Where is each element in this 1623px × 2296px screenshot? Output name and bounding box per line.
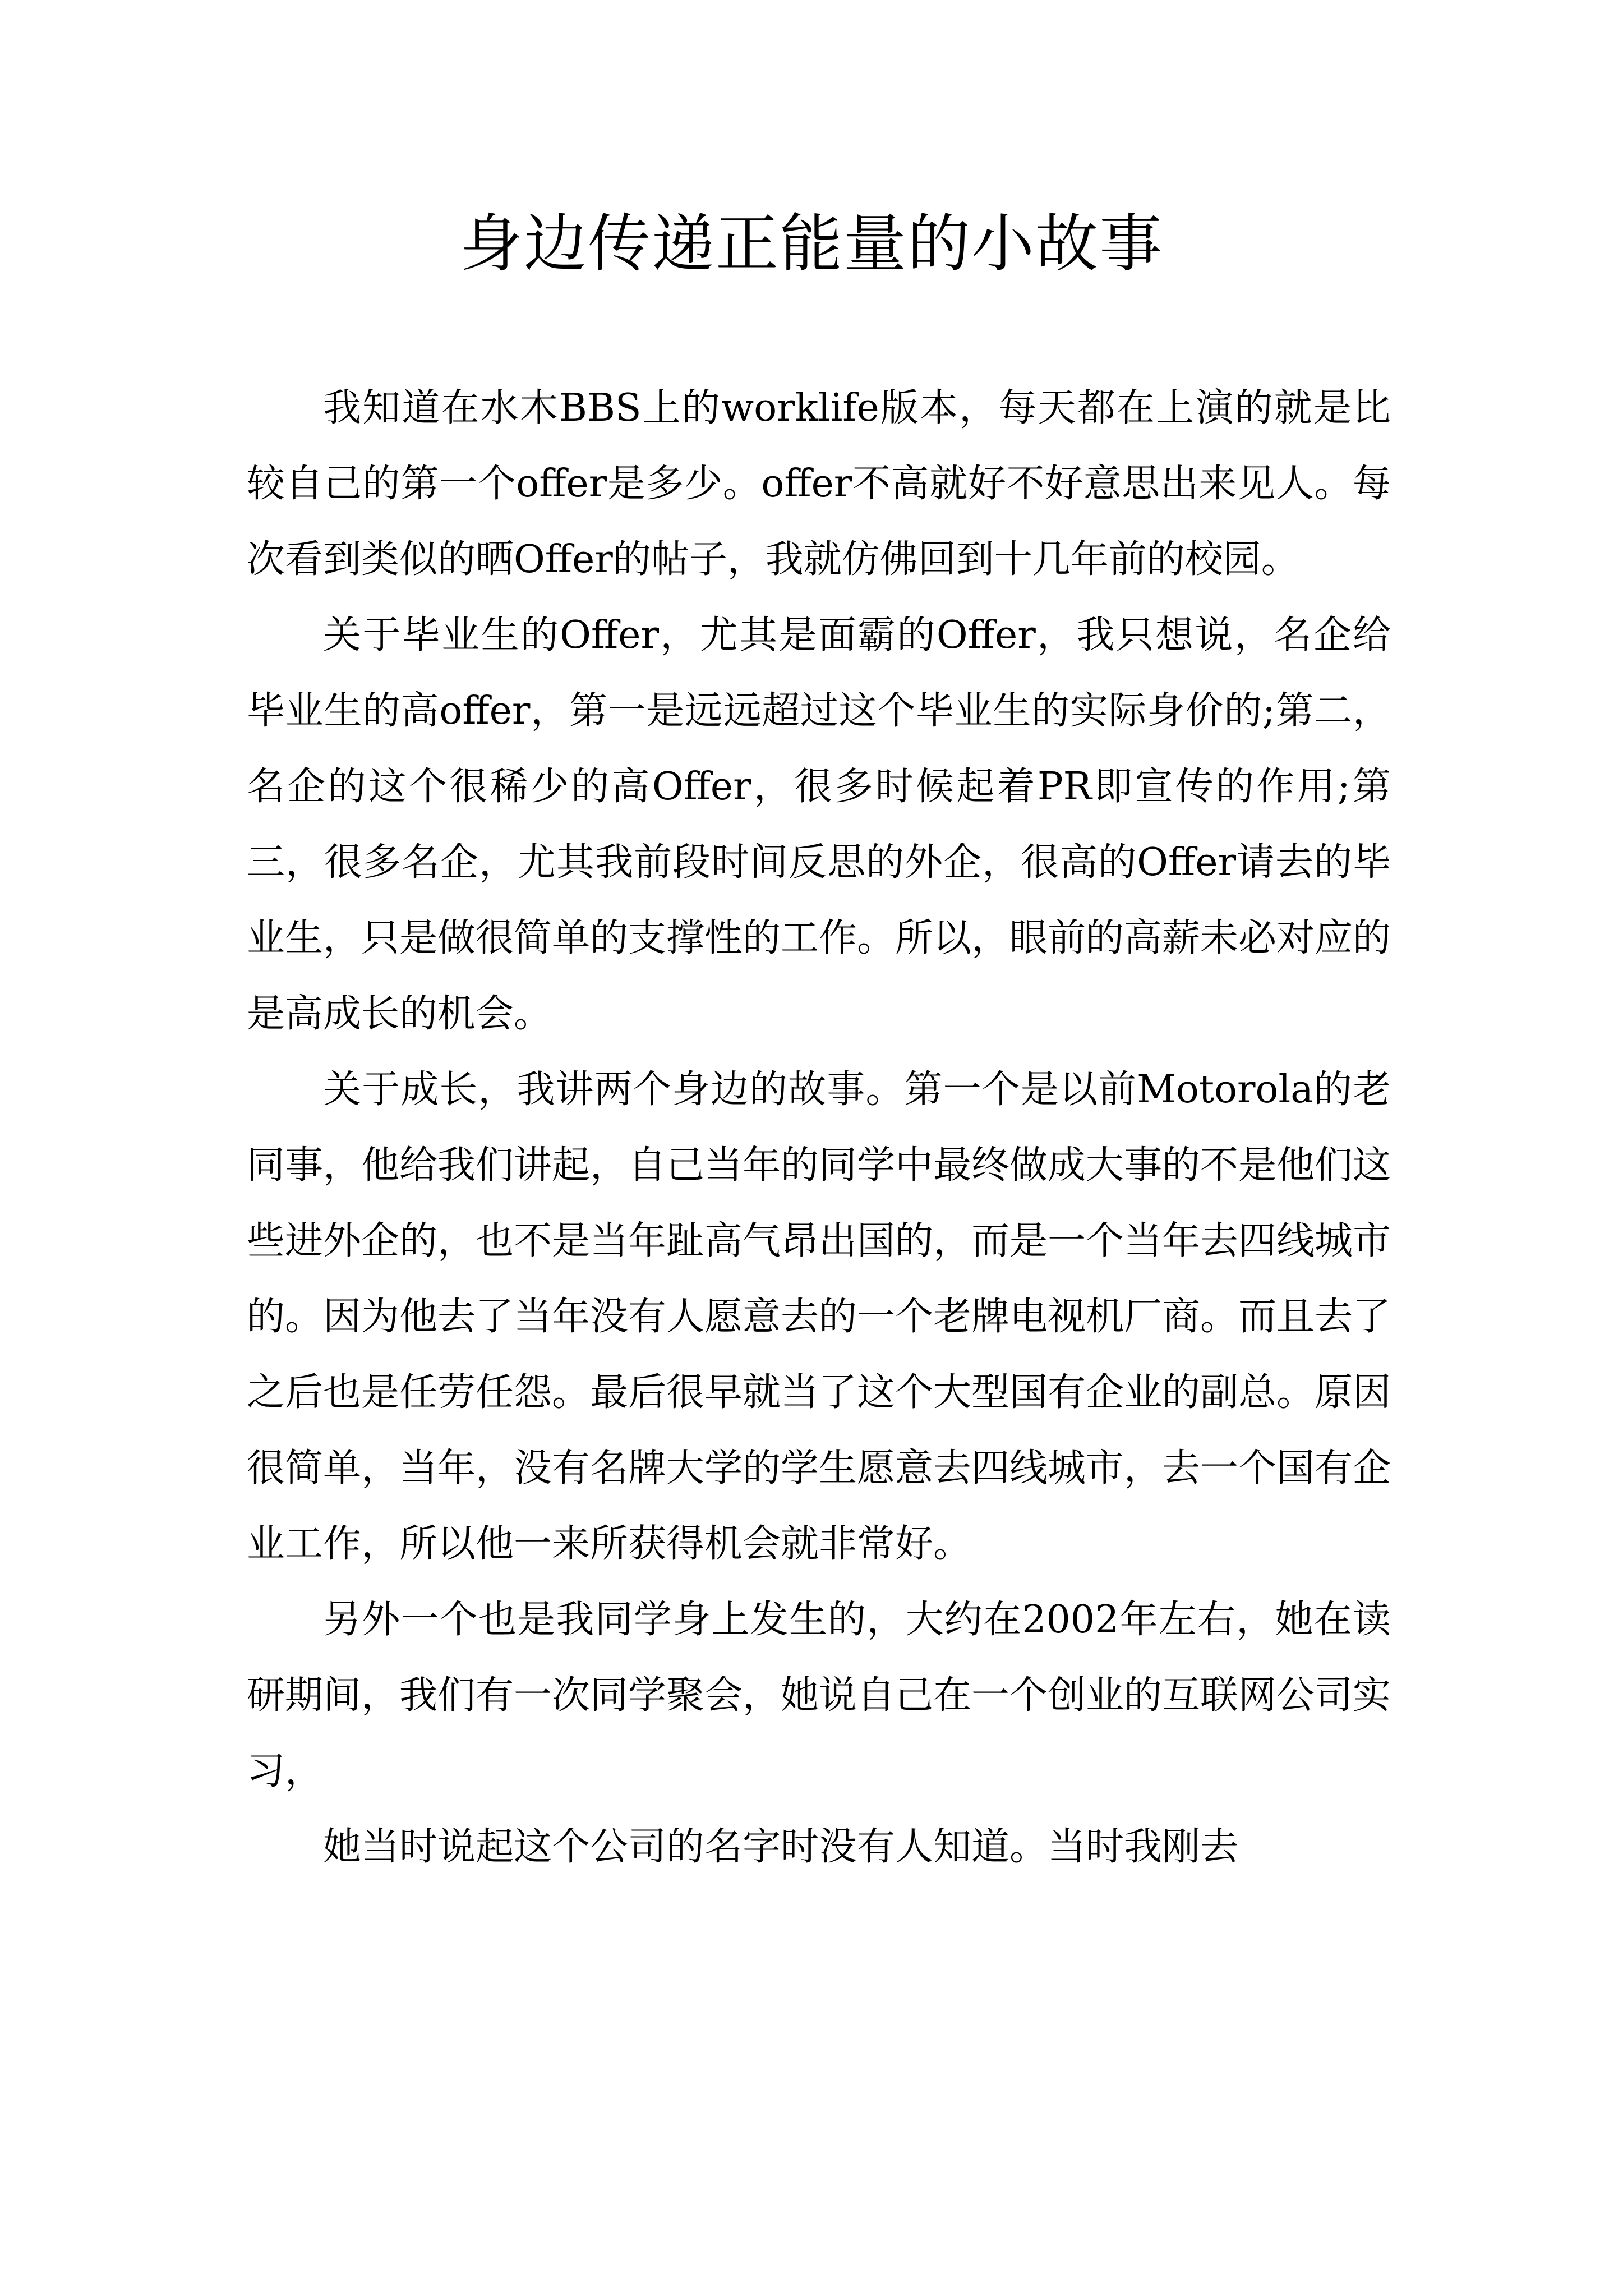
paragraph-2: 关于毕业生的Offer，尤其是面霸的Offer，我只想说，名企给毕业生的高offer，第一是远远超过这个毕业生的实际身价的;第二，名企的这个很稀少的高Offer，很多时候起着PR即宣传的作用;第三，很多名企，尤其我前段时间反思的外企，很高的Offer请去的毕业生，只是做很简单的支撑性的工作。所以，眼前的高薪未必对应的是高成长的机会。: [247, 613, 1391, 1036]
paragraph-3: 关于成长，我讲两个身边的故事。第一个是以前Motorola的老同事，他给我们讲起，自己当年的同学中最终做成大事的不是他们这些进外企的，也不是当年趾高气昂出国的，而是一个当年去四线城市的。因为他去了当年没有人愿意去的一个老牌电视机厂商。而且去了之后也是任劳任怨。最后很早就当了这个大型国有企业的副总。原因很简单，当年，没有名牌大学的学生愿意去四线城市，去一个国有企业工作，所以他一来所获得机会就非常好。: [247, 1068, 1391, 1566]
paragraph-5: 她当时说起这个公司的名字时没有人知道。当时我刚去: [323, 1825, 1239, 1869]
document-title: 身边传递正能量的小故事: [460, 208, 1163, 280]
paragraph-4: 另外一个也是我同学身上发生的，大约在2002年左右，她在读研期间，我们有一次同学聚会，她说自己在一个创业的互联网公司实习，: [247, 1598, 1391, 1793]
paragraph-1: 我知道在水木BBS上的worklife版本，每天都在上演的就是比较自己的第一个offer是多少。offer不高就好不好意思出来见人。每次看到类似的晒Offer的帖子，我就仿佛回到十几年前的校园。: [247, 386, 1391, 582]
document-body: [247, 370, 1391, 1885]
